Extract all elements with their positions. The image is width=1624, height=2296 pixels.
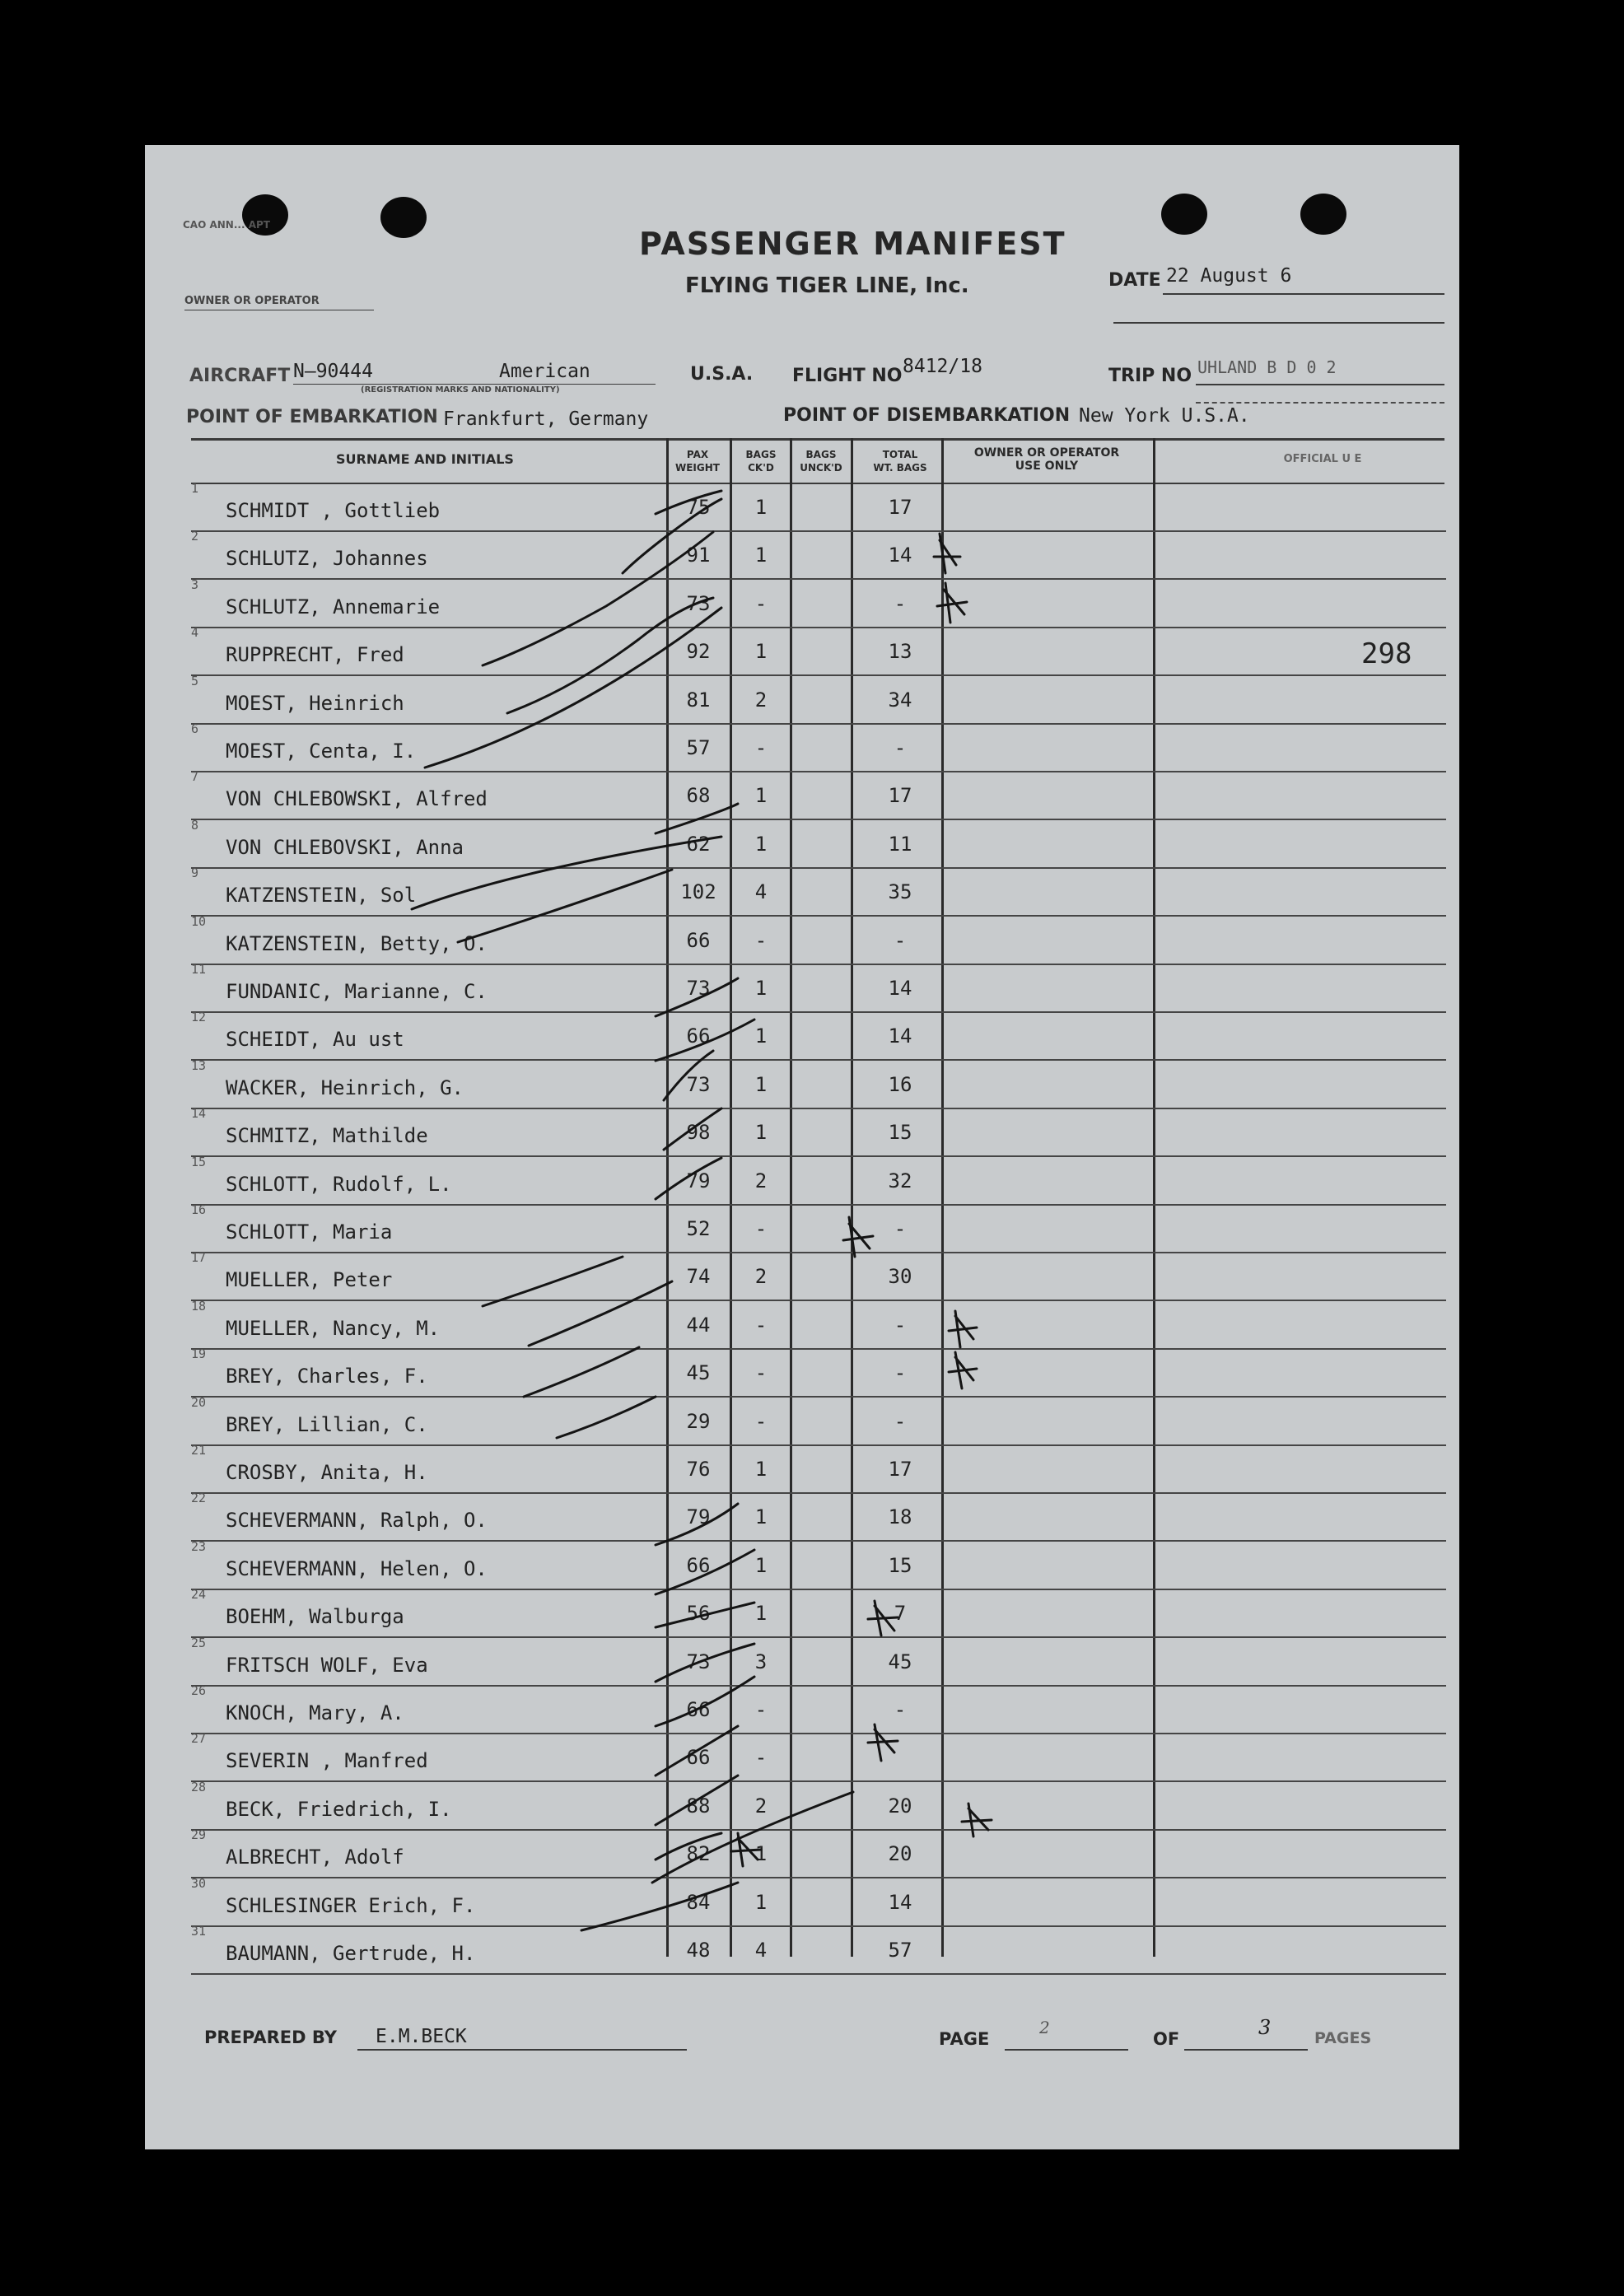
check-mark (656, 1158, 721, 1199)
total-weight-cell: - (894, 1361, 907, 1385)
check-mark (483, 532, 713, 665)
bags-checked-cell: 1 (754, 784, 768, 808)
check-mark (656, 491, 721, 514)
row-number: 17 (191, 1250, 207, 1266)
owner-operator-label: OWNER OR OPERATOR (184, 295, 320, 307)
bags-checked-cell: 4 (754, 880, 768, 904)
total-weight-cell: - (894, 1217, 907, 1240)
col-header-official: OFFICIAL U E (1283, 453, 1362, 465)
total-weight-cell: - (894, 928, 907, 952)
total-weight-cell: 20 (888, 1842, 912, 1866)
passenger-name: CROSBY, Anita, H. (226, 1461, 428, 1484)
disembarkation-label: POINT OF DISEMBARKATION (783, 405, 1071, 426)
pax-weight-cell: 88 (686, 1794, 711, 1818)
row-number: 8 (191, 817, 199, 833)
bags-checked-cell: 2 (754, 1169, 768, 1192)
total-weight-cell: 30 (888, 1265, 912, 1289)
handwritten-marks (145, 145, 1459, 2149)
row-number: 15 (191, 1154, 207, 1169)
bags-checked-cell: - (754, 1313, 768, 1337)
bags-checked-cell: - (754, 1698, 768, 1721)
passenger-name: SCHLOTT, Rudolf, L. (226, 1172, 452, 1196)
passenger-name: MUELLER, Nancy, M. (226, 1316, 441, 1340)
page-title: PASSENGER MANIFEST (639, 226, 1066, 262)
initial-mark (843, 1217, 873, 1257)
bags-checked-cell: - (754, 1361, 768, 1385)
pax-weight-cell: 73 (686, 1650, 711, 1673)
row-number: 24 (191, 1587, 207, 1603)
pax-weight-cell: 45 (686, 1361, 711, 1385)
check-mark (656, 1603, 754, 1627)
total-weight-cell: 17 (888, 784, 912, 808)
check-mark (524, 1347, 639, 1397)
stamp-top-left: CAO ANN... APT (183, 219, 270, 231)
row-number: 19 (191, 1346, 207, 1362)
col-header-bags-unckd: BAGS UNCK'D (800, 449, 842, 474)
row-number: 23 (191, 1538, 207, 1554)
passenger-name: SEVERIN , Manfred (226, 1749, 428, 1773)
row-number: 1 (191, 481, 199, 496)
passenger-name: SCHEVERMANN, Ralph, O. (226, 1509, 488, 1533)
pax-weight-cell: 79 (686, 1169, 711, 1192)
row-number: 22 (191, 1491, 207, 1506)
total-weight-cell: 16 (888, 1072, 912, 1096)
check-mark (483, 1257, 623, 1306)
check-mark (529, 1281, 672, 1346)
passenger-name: SCHEIDT, Au ust (226, 1028, 404, 1052)
check-mark (656, 1726, 738, 1776)
initial-mark (868, 1601, 898, 1636)
bags-checked-cell: 1 (754, 1458, 768, 1481)
passenger-name: KNOCH, Mary, A. (226, 1701, 404, 1724)
row-number: 27 (191, 1731, 207, 1747)
trip-value: UHLAND B D 0 2 (1197, 357, 1337, 377)
pax-weight-cell: 29 (686, 1409, 711, 1433)
pax-weight-cell: 81 (686, 688, 711, 712)
check-mark (656, 1504, 738, 1545)
pax-weight-cell: 73 (686, 591, 711, 615)
check-mark (656, 1550, 754, 1594)
pax-weight-cell: 91 (686, 544, 711, 567)
row-number: 21 (191, 1443, 207, 1458)
row-number: 18 (191, 1298, 207, 1314)
pax-weight-cell: 62 (686, 832, 711, 856)
row-number: 20 (191, 1394, 207, 1410)
aircraft-value: N—90444 (293, 361, 373, 382)
bags-checked-cell: 1 (754, 832, 768, 856)
manifest-sheet (145, 145, 1459, 2149)
total-weight-cell: - (894, 1409, 907, 1433)
row-number: 26 (191, 1683, 207, 1698)
pax-weight-cell: 74 (686, 1265, 711, 1289)
bags-checked-cell: 1 (754, 1842, 768, 1866)
passenger-name: KATZENSTEIN, Betty, O. (226, 931, 488, 955)
bags-checked-cell: 1 (754, 1602, 768, 1626)
flight-value: 8412/18 (903, 356, 982, 377)
total-weight-cell: 15 (888, 1553, 912, 1577)
initial-mark (868, 1724, 898, 1761)
pax-weight-cell: 79 (686, 1505, 711, 1529)
check-mark (656, 978, 738, 1016)
bags-checked-cell: 1 (754, 977, 768, 1000)
bags-checked-cell: 1 (754, 1072, 768, 1096)
col-header-surname: SURNAME AND INITIALS (336, 451, 514, 467)
of-value: 3 (1258, 2016, 1272, 2039)
passenger-name: RUPPRECHT, Fred (226, 643, 404, 667)
check-mark (656, 1776, 738, 1825)
row-number: 28 (191, 1779, 207, 1794)
pax-weight-cell: 66 (686, 928, 711, 952)
pax-weight-cell: 52 (686, 1217, 711, 1240)
passenger-name: FRITSCH WOLF, Eva (226, 1653, 428, 1677)
row-number: 4 (191, 625, 199, 641)
bags-checked-cell: 1 (754, 1890, 768, 1914)
passenger-name: MOEST, Heinrich (226, 691, 404, 715)
bags-checked-cell: 2 (754, 1265, 768, 1289)
passenger-name: BREY, Charles, F. (226, 1365, 428, 1388)
total-weight-cell: - (894, 736, 907, 759)
passenger-name: VON CHLEBOWSKI, Alfred (226, 787, 488, 811)
aircraft-label: AIRCRAFT (189, 366, 291, 386)
disembarkation-value: New York U.S.A. (1079, 405, 1250, 427)
bags-checked-cell: 1 (754, 1553, 768, 1577)
country-value: U.S.A. (690, 364, 754, 385)
initial-mark (949, 1352, 977, 1388)
bags-checked-cell: 1 (754, 544, 768, 567)
initial-mark (949, 1311, 977, 1347)
check-mark (656, 1020, 754, 1061)
check-mark (412, 837, 721, 909)
passenger-name: BREY, Lillian, C. (226, 1412, 428, 1436)
passenger-name: MOEST, Centa, I. (226, 740, 417, 763)
total-weight-cell: 34 (888, 688, 912, 712)
pax-weight-cell: 84 (686, 1890, 711, 1914)
of-label: OF (1153, 2029, 1180, 2049)
embarkation-label: POINT OF EMBARKATION (186, 407, 438, 427)
row-number: 10 (191, 913, 207, 929)
bags-checked-cell: - (754, 1746, 768, 1770)
bags-checked-cell: - (754, 736, 768, 759)
page-value: 2 (1039, 2018, 1050, 2037)
bags-checked-cell: 2 (754, 688, 768, 712)
page-stamp: 298 (1361, 637, 1412, 670)
passenger-name: BECK, Friedrich, I. (226, 1797, 452, 1821)
embarkation-value: Frankfurt, Germany (443, 408, 649, 430)
passenger-name: BOEHM, Walburga (226, 1605, 404, 1629)
check-mark (581, 1883, 738, 1930)
bags-checked-cell: 1 (754, 1024, 768, 1048)
row-number: 16 (191, 1202, 207, 1217)
pax-weight-cell: 66 (686, 1024, 711, 1048)
row-number: 2 (191, 529, 199, 544)
total-weight-cell: 14 (888, 544, 912, 567)
total-weight-cell: 11 (888, 832, 912, 856)
passenger-name: SCHLUTZ, Johannes (226, 547, 428, 571)
check-mark (664, 1108, 721, 1150)
check-mark (557, 1397, 656, 1438)
bags-checked-cell: 1 (754, 640, 768, 664)
total-weight-cell: 17 (888, 1458, 912, 1481)
flight-label: FLIGHT NO (792, 366, 903, 386)
pax-weight-cell: 75 (686, 496, 711, 519)
passenger-name: VON CHLEBOVSKI, Anna (226, 835, 464, 859)
pax-weight-cell: 56 (686, 1602, 711, 1626)
passenger-name: KATZENSTEIN, Sol (226, 884, 417, 908)
pax-weight-cell: 73 (686, 977, 711, 1000)
passenger-name: MUELLER, Peter (226, 1268, 393, 1292)
passenger-name: SCHLUTZ, Annemarie (226, 595, 441, 618)
total-weight-cell: 15 (888, 1121, 912, 1145)
pages-suffix: PAGES (1314, 2029, 1372, 2047)
row-number: 11 (191, 962, 207, 977)
check-mark (507, 598, 713, 713)
total-weight-cell: 45 (888, 1650, 912, 1673)
bags-checked-cell: - (754, 928, 768, 952)
col-header-pax-weight: PAX WEIGHT (675, 449, 720, 474)
pax-weight-cell: 92 (686, 640, 711, 664)
pax-weight-cell: 44 (686, 1313, 711, 1337)
row-number: 9 (191, 866, 199, 881)
passenger-name: WACKER, Heinrich, G. (226, 1076, 464, 1099)
row-number: 30 (191, 1875, 207, 1891)
total-weight-cell: 14 (888, 1024, 912, 1048)
row-number: 14 (191, 1106, 207, 1122)
check-mark (458, 870, 672, 942)
total-weight-cell: 13 (888, 640, 912, 664)
check-mark (425, 608, 721, 768)
row-number: 13 (191, 1057, 207, 1073)
row-number: 12 (191, 1010, 207, 1025)
passenger-name: SCHLESINGER Erich, F. (226, 1893, 476, 1917)
bags-checked-cell: - (754, 1409, 768, 1433)
check-mark (652, 1792, 853, 1883)
total-weight-cell: 14 (888, 1890, 912, 1914)
total-weight-cell: - (894, 1313, 907, 1337)
total-weight-cell: 14 (888, 977, 912, 1000)
col-header-bags-ckd: BAGS CK'D (745, 449, 777, 474)
check-mark (656, 1677, 754, 1726)
initial-mark (731, 1833, 761, 1866)
row-number: 31 (191, 1924, 207, 1939)
total-weight-cell: 18 (888, 1505, 912, 1529)
row-number: 7 (191, 769, 199, 785)
prepared-by-label: PREPARED BY (204, 2028, 337, 2047)
bags-checked-cell: - (754, 591, 768, 615)
passenger-name: SCHLOTT, Maria (226, 1220, 393, 1244)
pax-weight-cell: 57 (686, 736, 711, 759)
date-value: 22 August 6 (1166, 265, 1292, 287)
total-weight-cell: 7 (894, 1602, 907, 1626)
company-name: FLYING TIGER LINE, Inc. (685, 273, 969, 298)
passenger-name: ALBRECHT, Adolf (226, 1846, 404, 1869)
row-number: 6 (191, 721, 199, 736)
bags-checked-cell: 1 (754, 1121, 768, 1145)
total-weight-cell: 35 (888, 880, 912, 904)
check-mark (656, 1644, 754, 1682)
check-mark (656, 804, 738, 833)
bags-checked-cell: 3 (754, 1650, 768, 1673)
initial-mark (937, 583, 967, 623)
passenger-name: BAUMANN, Gertrude, H. (226, 1942, 476, 1965)
col-header-total-wt: TOTAL WT. BAGS (873, 449, 927, 474)
trip-label: TRIP NO (1108, 366, 1192, 386)
total-weight-cell: 17 (888, 496, 912, 519)
prepared-by-value: E.M.BECK (376, 2026, 467, 2047)
total-weight-cell: - (894, 1698, 907, 1721)
pax-weight-cell: 102 (680, 880, 716, 904)
bags-checked-cell: 2 (754, 1794, 768, 1818)
check-mark (656, 1833, 721, 1860)
total-weight-cell: 57 (888, 1939, 912, 1962)
aircraft-nationality: American (499, 361, 590, 382)
passenger-name: SCHEVERMANN, Helen, O. (226, 1556, 488, 1580)
row-number: 25 (191, 1635, 207, 1650)
pax-weight-cell: 68 (686, 784, 711, 808)
check-mark (664, 1051, 713, 1100)
row-number: 5 (191, 673, 199, 688)
row-number: 29 (191, 1827, 207, 1843)
pax-weight-cell: 66 (686, 1746, 711, 1770)
bags-checked-cell: 1 (754, 1505, 768, 1529)
pax-weight-cell: 66 (686, 1698, 711, 1721)
pax-weight-cell: 76 (686, 1458, 711, 1481)
passenger-name: SCHMITZ, Mathilde (226, 1124, 428, 1148)
pax-weight-cell: 48 (686, 1939, 711, 1962)
bags-checked-cell: 4 (754, 1939, 768, 1962)
pax-weight-cell: 73 (686, 1072, 711, 1096)
registration-note: (REGISTRATION MARKS AND NATIONALITY) (361, 385, 560, 394)
pax-weight-cell: 66 (686, 1553, 711, 1577)
bags-checked-cell: 1 (754, 496, 768, 519)
initial-mark (962, 1804, 992, 1836)
pax-weight-cell: 98 (686, 1121, 711, 1145)
total-weight-cell: - (894, 591, 907, 615)
passenger-name: SCHMIDT , Gottlieb (226, 499, 441, 522)
total-weight-cell: 20 (888, 1794, 912, 1818)
total-weight-cell: 32 (888, 1169, 912, 1192)
bags-checked-cell: - (754, 1217, 768, 1240)
page-label: PAGE (939, 2029, 990, 2049)
passenger-name: FUNDANIC, Marianne, C. (226, 980, 488, 1003)
date-label: DATE (1108, 270, 1161, 291)
col-header-owner-use: OWNER OR OPERATOR USE ONLY (973, 446, 1120, 473)
initial-mark (934, 534, 960, 573)
row-number: 3 (191, 576, 199, 592)
pax-weight-cell: 82 (686, 1842, 711, 1866)
